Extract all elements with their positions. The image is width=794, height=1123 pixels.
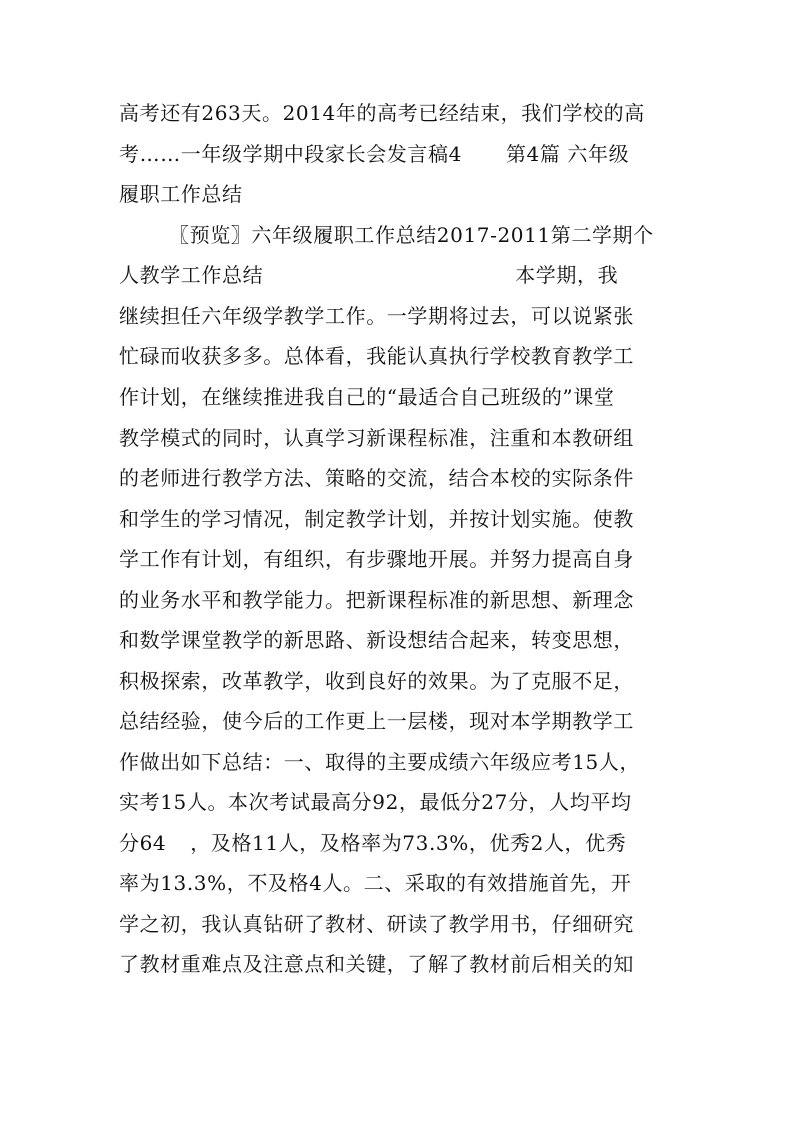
line-text: 学之初，我认真钻研了教材、研读了教学用书，仔细研究	[119, 912, 634, 936]
text-line-7	[119, 336, 679, 376]
line-text: 了教材重难点及注意点和关键，了解了教材前后相关的知	[119, 952, 634, 976]
text-line-8	[119, 377, 679, 417]
text-line-21	[119, 904, 679, 944]
text-line-2	[119, 134, 679, 174]
text-line-18	[119, 782, 679, 822]
text-line-13	[119, 580, 679, 620]
line-text: 率为13.3%，不及格4人。二、采取的有效措施首先，开	[119, 871, 632, 895]
section-heading: 第4篇 六年级	[505, 142, 630, 166]
text-line-17	[119, 742, 679, 782]
text-line-6	[119, 296, 679, 336]
line-text: 和学生的学习情况，制定教学计划，并按计划实施。使教	[119, 507, 634, 531]
line-text: 人教学工作总结	[119, 263, 264, 287]
line-text: 高考还有263天。2014年的高考已经结束，我们学校的高	[119, 101, 645, 125]
line-text: 本学期，我	[515, 263, 619, 287]
text-line-11	[119, 499, 679, 539]
line-text: 总结经验，使今后的工作更上一层楼，现对本学期教学工	[119, 709, 634, 733]
line-text: 实考15人。本次考试最高分92，最低分27分，人均平均	[119, 790, 632, 814]
line-text: 继续担任六年级学教学工作。一学期将过去，可以说紧张	[119, 304, 634, 328]
text-line-19	[119, 823, 679, 863]
line-text: 分64	[119, 831, 167, 855]
text-line-9	[119, 418, 679, 458]
text-line-1	[119, 93, 679, 133]
text-line-22	[119, 944, 679, 984]
text-line-5	[119, 255, 679, 295]
line-text: 〖预览〗六年级履职工作总结2017-2011第二学期个	[169, 223, 654, 247]
line-text: 履职工作总结	[119, 182, 243, 206]
text-line-3	[119, 174, 679, 214]
line-text: 学工作有计划，有组织，有步骤地开展。并努力提高自身	[119, 547, 634, 571]
line-text: ，及格11人，及格率为73.3%，优秀2人，优秀	[190, 831, 627, 855]
line-text: 积极探索，改革教学，收到良好的效果。为了克服不足，	[119, 669, 634, 693]
text-line-16	[119, 701, 679, 741]
text-line-14	[119, 620, 679, 660]
line-text: 的老师进行教学方法、策略的交流，结合本校的实际条件	[119, 466, 634, 490]
line-text: 作做出如下总结：一、取得的主要成绩六年级应考15人，	[119, 750, 641, 774]
line-text: 忙碌而收获多多。总体看，我能认真执行学校教育教学工	[119, 344, 634, 368]
text-line-12	[119, 539, 679, 579]
line-text: 考……一年级学期中段家长会发言稿4	[119, 142, 462, 166]
line-text: 教学模式的同时，认真学习新课程标准，注重和本教研组	[119, 426, 634, 450]
line-text: 作计划，在继续推进我自己的“最适合自己班级的”课堂	[119, 385, 615, 409]
text-line-4	[169, 215, 679, 255]
line-text: 和数学课堂教学的新思路、新设想结合起来，转变思想，	[119, 628, 634, 652]
text-line-15	[119, 661, 679, 701]
text-line-10	[119, 458, 679, 498]
text-line-20	[119, 863, 679, 903]
line-text: 的业务水平和教学能力。把新课程标准的新思想、新理念	[119, 588, 634, 612]
